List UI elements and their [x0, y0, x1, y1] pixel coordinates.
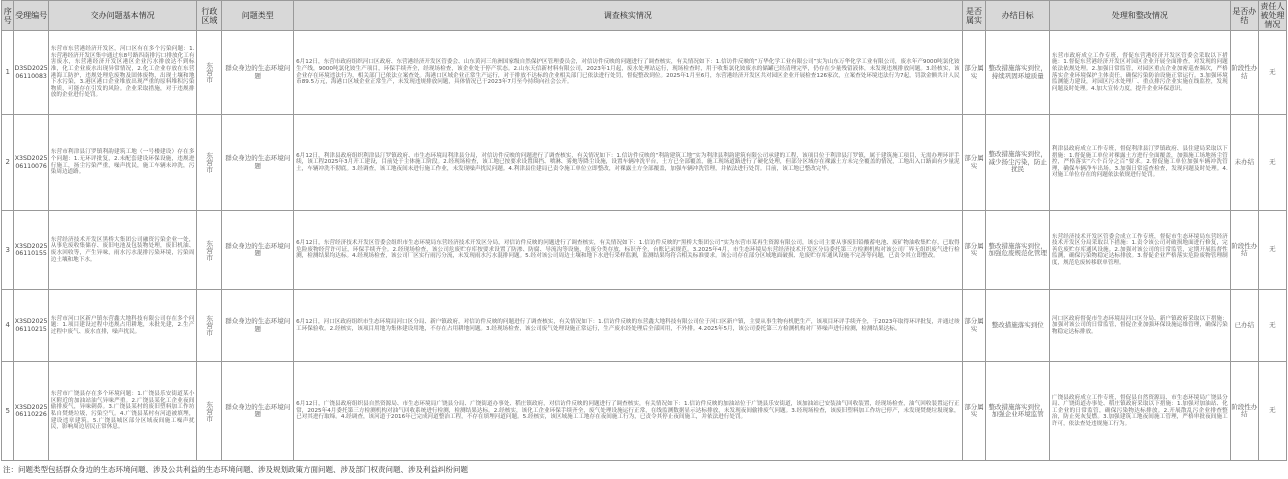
row-type: 群众身边的生态环境问题: [222, 362, 294, 461]
row-done: 阶段性办结: [1230, 211, 1258, 290]
row-no: 3: [2, 211, 14, 290]
table-row: [2, 290, 1287, 362]
col-header-region: 行政区域: [197, 1, 222, 31]
row-done: 未办结: [1230, 115, 1258, 211]
table-row: [2, 115, 1287, 211]
row-true: 部分属实: [962, 31, 986, 115]
row-region: 东营市: [205, 239, 214, 261]
row-code: X3SD202506110155: [14, 211, 48, 290]
table-footnote: 注：问题类型包括群众身边的生态环境问题、涉及公共利益的生态环境问题、涉及规划政策方面问题、涉及部门权责问题、涉及利益纠纷问题: [3, 465, 468, 474]
case-table: [1, 0, 1287, 461]
table-row: [2, 211, 1287, 290]
row-handling: 利津县政府成立工作专班，督促利津县汀罗镇政府、县住建局采取以下措施：1.督促施工单位对裸露土方进行全面覆盖，加强施工场地扬尘管控，严格落实“六个百分之百”要求。2.督促施工单位加强车辆冲洗管理，确保车辆净车出场。3.加强日常巡查检查，发现问题及时处理。4.对施工单位存在的问题依法依规进行处罚。: [1049, 115, 1230, 211]
row-handling: 河口区政府督促市生态环境局河口区分局、新户镇政府采取以下措施：加强对该公司的日常监管，督促企业加强环保设施运维管理，确保污染物稳定达标排放。: [1049, 290, 1230, 362]
row-survey: 6月12日，河口区政府组织市生态环境局河口区分局、新户镇政府，对信访件反映的问题进行了调查核实，有关情况如下：1.信访件反映的东营鑫大地科技有限公司位于河口区新户镇，主要从事生物有机肥生产，该项目环评手续齐全，于2023年取得环评批复，并通过竣工环保验收。2.经核实，该项目用地为集体建设用地，不存在占用耕地问题。3.经现场检查，该公司废气处理设施正常运行，生产废水经处理后全部回用，不外排。4.2025年5月，该公司委托第三方检测机构对厂界噪声进行检测，检测结果达标。: [294, 290, 962, 362]
row-person: 无: [1258, 115, 1286, 211]
row-type: 群众身边的生态环境问题: [222, 115, 294, 211]
row-no: 4: [2, 290, 14, 362]
col-header-goal: 办结目标: [986, 1, 1049, 31]
row-type: 群众身边的生态环境问题: [222, 31, 294, 115]
header-row: [2, 1, 1287, 31]
col-header-survey: 调查核实情况: [294, 1, 962, 31]
row-survey: 6月12日，东营经济技术开发区管委会组织市生态环境局东营经济技术开发区分局，对信访件反映的问题进行了调查核实，有关情况如下：1.信访件反映的“黑桥大集团公司”实为东营市某再生资源有限公司，该公司主要从事废旧铅酸蓄电池、废矿物油收集贮存，已取得危险废物经营许可证，环保手续齐全。2.经现场检查，该公司危废贮存库按要求设置了防渗、防腐、导流沟等设施，危废分类存放，标识齐全，台账记录规范。3.2025年4月，市生态环境局东营经济技术开发区分局委托第三方检测机构对该公司厂界无组织废气进行检测，检测结果均达标。4.经现场检查，该公司厂区实行雨污分流，未发现雨水污水混排问题。5.经对该公司周边土壤和地下水进行采样监测，监测结果均符合相关标准要求。该公司存在部分区域地面破损、危废贮存库通风设施不完善等问题，已责令其立即整改。: [294, 211, 962, 290]
row-no: 1: [2, 31, 14, 115]
row-no: 2: [2, 115, 14, 211]
row-person: 无: [1258, 31, 1286, 115]
row-true: 部分属实: [962, 290, 986, 362]
row-goal: 整改措施落实到位: [986, 290, 1049, 362]
row-person: 无: [1258, 290, 1286, 362]
row-code: X3SD202506110076: [14, 115, 48, 211]
row-code: X3SD202506110226: [14, 362, 48, 461]
col-header-done: 是否办结: [1230, 1, 1258, 31]
col-header-basic: 交办问题基本情况: [48, 1, 197, 31]
row-code: X3SD202506110215: [14, 290, 48, 362]
row-basic: 东营市河口区新户镇东营鑫大地科技有限公司存在多个问题：1.项目建设过程中违规占用耕地，未批先建，2.生产过程中废气、废水直排，噪声扰民。: [48, 290, 197, 362]
row-region: 东营市: [205, 152, 214, 173]
row-goal: 整改措施落实到位，持续巩固环境质量: [986, 31, 1049, 115]
row-basic: 东营市东营港经济开发区，河口区有在多个污染问题：1.东营港经济开发区集中通过东8号路四南排污口排放化工有害废水，东营港经济开发区港区企业污水排放达不到标准，化工企业废水出现异常情况，2.化工企业存放在东营港海工防护，违规处理危废物及固体废物，出现土壤和地下水污染，3.港区港口企业堆放出现严重的原料堆积污染物质，可能存在引发的风险。企业采取措施，对于违规排放的企业进行处罚。: [48, 31, 197, 115]
col-header-no: 序号: [2, 1, 14, 31]
row-true: 部分属实: [962, 362, 986, 461]
row-person: 无: [1258, 211, 1286, 290]
row-goal: 整改措施落实到位，减少扬尘污染，防止扰民: [986, 115, 1049, 211]
row-basic: 东营市利津县汀罗镇利韵建筑工地（一号楼建设）存在多个问题：1.无环评批复，2.未配套建设环保设施，违规进行施工，扬尘污染严重，噪声扰民，施工车辆未冲洗，污染周边道路。: [48, 115, 197, 211]
row-type: 群众身边的生态环境问题: [222, 211, 294, 290]
col-header-person: 责任人被处理情况: [1258, 1, 1286, 31]
row-true: 部分属实: [962, 211, 986, 290]
row-handling: 东营经济技术开发区管委会成立工作专班，督促市生态环境局东营经济技术开发区分局采取以下措施：1.责令该公司对破损地面进行修复，完善危废贮存库通风设施。2.加强对该公司的日常监管，定期开展监督性监测，确保污染物稳定达标排放。3.督促企业严格落实危险废物管理制度，规范危废转移联单管理。: [1049, 211, 1230, 290]
row-basic: 东营市广饶县存在多个环境问题：1.广饶县乐安街道某小区附近的加油站油气异味严重。2.广饶县某化工企业夜间偷排废气，异味刺鼻。3.广饶县某村的废旧塑料加工作坊私自焚烧垃圾，污染空气。4.广饶县某村有河道被填埋，建设违章建筑。5.广饶县城区部分区域夜间施工噪声扰民，影响周边居民正常休息。: [48, 362, 197, 461]
table-row: [2, 31, 1287, 115]
row-region: 东营市: [205, 315, 214, 336]
row-region: 东营市: [205, 400, 214, 422]
report-sheet: [1, 0, 1287, 474]
row-type: 群众身边的生态环境问题: [222, 290, 294, 362]
table-row: [2, 362, 1287, 461]
col-header-true: 是否属实: [962, 1, 986, 31]
row-goal: 整改措施落实到位，加强企业环境监管: [986, 362, 1049, 461]
row-done: 已办结: [1230, 290, 1258, 362]
row-done: 阶段性办结: [1230, 31, 1258, 115]
row-handling: 广饶县政府成立工作专班，督促县自然资源局、市生态环境局广饶县分局、广饶街道办事处、稻庄镇政府采取以下措施：1.加强对加油站、化工企业的日常监管，确保污染物达标排放。2.开展散乱污企业排查整治，防止死灰复燃。3.加强建筑工地夜间施工管理，严格审批夜间施工许可，依法查处违规施工行为。: [1049, 362, 1230, 461]
row-goal: 整改措施落实到位，加强危废规范化管理: [986, 211, 1049, 290]
row-true: 部分属实: [962, 115, 986, 211]
row-basic: 东营经济技术开发区黑桥大集团公司融资污染企业一处，从事危废收集储存、废旧电池及包装物处理，废旧机油、废水回收等，产生异味，雨水污水混排污染环境，污染周边土壤和地下水。: [48, 211, 197, 290]
row-done: 阶段性办结: [1230, 362, 1258, 461]
row-region: 东营市: [205, 62, 214, 83]
row-survey: 6月12日，利津县政府组织利津县汀罗镇政府、市生态环境局利津县分局，对信访件反映的问题进行了调查核实，有关情况如下：1.信访件反映的“利韵建筑工地”实为利津县利韵建筑有限公司承建的工程，该项目位于利津县汀罗镇，属于建筑施工项目，无需办理环评手续，该工程2025年3月开工建设，目前处于主体施工阶段。2.经现场检查，该工地已按要求设置围挡、喷淋、雾炮等降尘设施，设置车辆冲洗平台，土方已全部覆盖，施工现场道路进行了硬化处理，但部分区域存在裸露土方未完全覆盖的情况，工地出入口路面有少量泥土，车辆冲洗不彻底。3.经调查，该工地夜间未进行施工作业，未发现噪声扰民问题。4.利津县住建局已责令施工单位立即整改，对裸露土方全部覆盖，加强车辆冲洗管理，并依法进行处罚。目前，该工地已整改完毕。: [294, 115, 962, 211]
col-header-code: 受理编号: [14, 1, 48, 31]
row-person: 无: [1258, 362, 1286, 461]
row-code: D3SD202506110083: [14, 31, 48, 115]
row-no: 5: [2, 362, 14, 461]
row-survey: 6月12日，东营市政府组织河口区政府、东营港经济开发区管委会、山东黄河三角洲国家级自然保护区管理委员会，对信访件反映的问题进行了调查核实，有关情况如下：1.信访件反映的“万华化学工业有限公司”实为山东万华化学工业有限公司，废水年产9000吨氯化铵生产线，9000吨氯化铵生产项目，环保手续齐全，经现场检查，该企业处于停产状态。2.山东天信新材料有限公司，2023年1月起，废水处理站运行，现场检查时，用于收集氯化铵废水的储罐已经清理完毕，仍存在少量残留液体，未发现违规排放问题。3.经核实，该企业存在环境违法行为，相关部门已依法立案查处。海港口区域企业正常生产运行，对于排放不达标的企业相关部门已依法进行处罚，督促整改到位。2025年1月至6月，东营港经济开发区共对园区企业开展检查126家次，立案查处环境违法行为7起，罚款金额共计人民币89.5万元，海港口区域企业正常生产，未发现违规排放问题，具体情况已于2023年7月至今持续向社会公开。: [294, 31, 962, 115]
col-header-type: 问题类型: [222, 1, 294, 31]
row-handling: 东营市政府成立工作专班，督促东营港经济开发区管委会采取以下措施：1.督促东营港经济开发区对园区企业开展全面排查，对发现的问题依法依规处理。2.加强日常监管，对园区重点企业加密巡查频次，严格落实企业环境保护主体责任，确保污染防治设施正常运行。3.加强环境监测能力建设，对园区污水处理厂、重点排污企业实施在线监控，发现问题及时处理。4.加大宣传力度，提升企业环保意识。: [1049, 31, 1230, 115]
col-header-handling: 处理和整改情况: [1049, 1, 1230, 31]
row-survey: 6月12日，广饶县政府组织县自然资源局、市生态环境局广饶县分局、广饶街道办事处、稻庄镇政府，对信访件反映的问题进行了调查核实，有关情况如下：1.信访件反映的加油站位于广饶县乐安街道，该加油站已安装油气回收装置，经现场检查，油气回收装置运行正常，2025年4月委托第三方检测机构对油气回收系统进行检测，检测结果达标。2.经核实，该化工企业环保手续齐全，废气处理设施运行正常，在线监测数据显示达标排放，未发现夜间偷排废气问题。3.经现场检查，该废旧塑料加工作坊已停产，未发现焚烧垃圾现象，已对其进行取缔。4.经调查，该河道于2016年已完成河道整治工程，不存在填埋河道问题。5.经核实，该区域施工工地存在夜间施工行为，已责令其停止夜间施工，并依法进行处罚。: [294, 362, 962, 461]
